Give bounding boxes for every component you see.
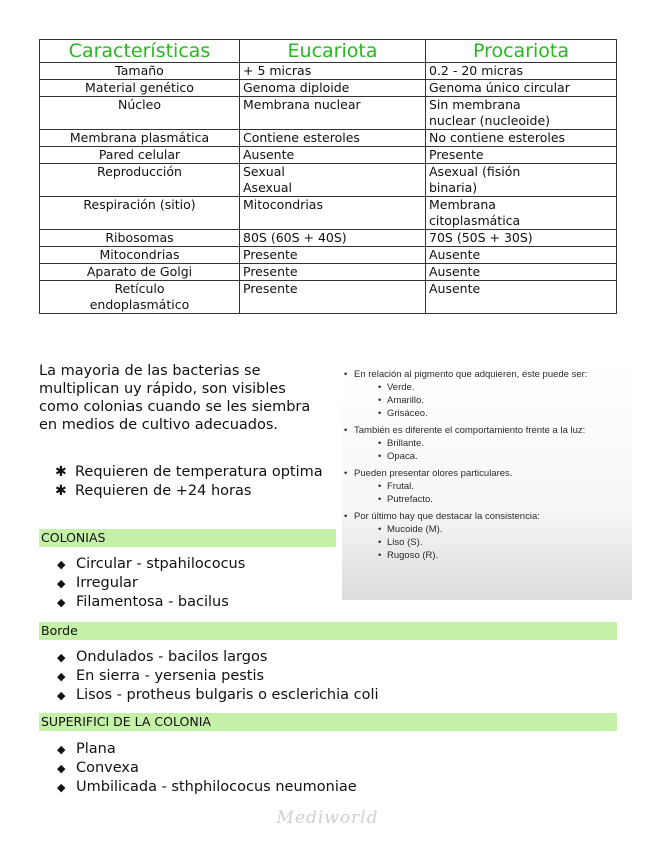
table-cell: Membrana nuclear: [240, 97, 426, 130]
bullet-dot-icon: •: [378, 408, 382, 419]
table-cell: Sin membrana nuclear (nucleoide): [426, 97, 617, 130]
table-row: [40, 63, 617, 80]
diamond-bullet-icon: ◆: [57, 781, 66, 794]
header-eucariota: Eucariota: [240, 40, 426, 63]
table-row: [40, 281, 617, 314]
watermark-signature: Mediworld: [276, 808, 379, 828]
table-row: [40, 147, 617, 164]
header-procariota: Procariota: [426, 40, 617, 63]
table-cell: Genoma diploide: [240, 80, 426, 97]
borde-list: [57, 648, 379, 705]
table-row: [40, 230, 617, 247]
section-heading-colonias: COLONIAS: [39, 529, 336, 547]
diamond-bullet-icon: ◆: [57, 670, 66, 683]
asterisk-bullet-icon: ✱: [55, 483, 67, 499]
table-cell: Mitocondrias: [40, 247, 240, 264]
slide-bullet-text: Por último hay que destacar la consistencia:: [354, 511, 540, 522]
table-cell: Ausente: [426, 264, 617, 281]
bullet-dot-icon: •: [344, 468, 348, 479]
table-cell: Respiración (sitio): [40, 197, 240, 230]
list-item: ◆ Lisos - protheus bulgaris o esclerichia coli: [57, 687, 379, 703]
list-item: ✱ Requieren de +24 horas: [55, 483, 252, 499]
bullet-dot-icon: •: [344, 369, 348, 380]
bullet-dot-icon: •: [378, 494, 382, 505]
slide-bullet-group: [342, 510, 632, 562]
table-cell: Tamaño: [40, 63, 240, 80]
table-cell: 0.2 - 20 micras: [426, 63, 617, 80]
table-cell: Ausente: [426, 281, 617, 314]
table-row: [40, 264, 617, 281]
slide-sub-item: • Verde.: [378, 382, 415, 393]
table-cell: Ausente: [240, 147, 426, 164]
slide-sub-item: • Liso (S).: [378, 537, 423, 548]
bullet-dot-icon: •: [378, 451, 382, 462]
slide-bullet-group: [342, 424, 632, 463]
table-cell: Material genético: [40, 80, 240, 97]
diamond-bullet-icon: ◆: [57, 651, 66, 664]
section-heading-borde: Borde: [39, 622, 617, 640]
bullet-dot-icon: •: [344, 511, 348, 522]
table-cell: Sexual Asexual: [240, 164, 426, 197]
table-row: [40, 130, 617, 147]
bullet-dot-icon: •: [378, 481, 382, 492]
embedded-slide-image: [342, 364, 632, 600]
table-cell: Contiene esteroles: [240, 130, 426, 147]
diamond-bullet-icon: ◆: [57, 558, 66, 571]
list-item: ◆ Circular - stpahilococus: [57, 556, 246, 572]
table-cell: 80S (60S + 40S): [240, 230, 426, 247]
table-cell: Pared celular: [40, 147, 240, 164]
slide-sub-item: • Mucoide (M).: [378, 524, 443, 535]
table-cell: Mitocondrias: [240, 197, 426, 230]
table-cell: + 5 micras: [240, 63, 426, 80]
diamond-bullet-icon: ◆: [57, 743, 66, 756]
table-cell: Reproducción: [40, 164, 240, 197]
list-item: ◆ En sierra - yersenia pestis: [57, 668, 265, 684]
requirements-list: [55, 463, 348, 501]
table-cell: Núcleo: [40, 97, 240, 130]
table-cell: Presente: [240, 281, 426, 314]
slide-sub-item: • Grisáceo.: [378, 408, 428, 419]
slide-bullet-text: En relación al pigmento que adquieren, éste puede ser:: [354, 369, 588, 380]
asterisk-bullet-icon: ✱: [55, 464, 67, 480]
table-row: [40, 80, 617, 97]
bullet-dot-icon: •: [378, 550, 382, 561]
table-cell: Ribosomas: [40, 230, 240, 247]
slide-bullet-group: [342, 467, 632, 506]
table-header-row: [40, 40, 617, 63]
list-item: ◆ Plana: [57, 741, 116, 757]
table-cell: 70S (50S + 30S): [426, 230, 617, 247]
slide-sub-item: • Putrefacto.: [378, 494, 433, 505]
diamond-bullet-icon: ◆: [57, 762, 66, 775]
slide-bullet-text: También es diferente el comportamiento frente a la luz:: [354, 425, 586, 436]
diamond-bullet-icon: ◆: [57, 577, 66, 590]
bullet-dot-icon: •: [378, 382, 382, 393]
slide-sub-item: • Rugoso (R).: [378, 550, 439, 561]
table-row: [40, 164, 617, 197]
table-row: [40, 197, 617, 230]
list-item: ✱ Requieren de temperatura optima: [55, 464, 323, 480]
list-item: ◆ Irregular: [57, 575, 138, 591]
table-cell: Membrana plasmática: [40, 130, 240, 147]
table-cell: Membrana citoplasmática: [426, 197, 617, 230]
table-cell: Aparato de Golgi: [40, 264, 240, 281]
slide-sub-item: • Frutal.: [378, 481, 414, 492]
bullet-dot-icon: •: [378, 524, 382, 535]
table-cell: Retículo endoplasmático: [40, 281, 240, 314]
colonias-list: [57, 555, 245, 612]
diamond-bullet-icon: ◆: [57, 689, 66, 702]
slide-bullet-text: Pueden presentar olores particulares.: [354, 468, 513, 479]
slide-sub-item: • Brillante.: [378, 438, 424, 449]
bullet-dot-icon: •: [378, 537, 382, 548]
list-item: ◆ Umbilicada - sthphilococus neumoniae: [57, 779, 357, 795]
table-cell: Presente: [240, 264, 426, 281]
slide-bullet-group: [342, 368, 632, 420]
table-cell: Genoma único circular: [426, 80, 617, 97]
list-item: ◆ Convexa: [57, 760, 139, 776]
slide-sub-item: • Amarillo.: [378, 395, 424, 406]
table-row: [40, 247, 617, 264]
bullet-dot-icon: •: [378, 438, 382, 449]
table-cell: Ausente: [426, 247, 617, 264]
intro-paragraph: La mayoria de las bacterias se multiplican uy rápido, son visibles como colonias cuando se les siembra en medios de cultivo adecuados.: [39, 363, 311, 433]
section-heading-superficie: SUPERIFICI DE LA COLONIA: [39, 713, 617, 731]
header-caracteristicas: Características: [40, 40, 240, 63]
table-cell: No contiene esteroles: [426, 130, 617, 147]
table-row: [40, 97, 617, 130]
comparison-table: [39, 39, 617, 314]
table-cell: Presente: [240, 247, 426, 264]
diamond-bullet-icon: ◆: [57, 596, 66, 609]
slide-sub-item: • Opaca.: [378, 451, 418, 462]
bullet-dot-icon: •: [378, 395, 382, 406]
list-item: ◆ Filamentosa - bacilus: [57, 594, 229, 610]
table-cell: Asexual (fisión binaria): [426, 164, 617, 197]
list-item: ◆ Ondulados - bacilos largos: [57, 649, 268, 665]
table-body: [40, 63, 617, 314]
table-cell: Presente: [426, 147, 617, 164]
bullet-dot-icon: •: [344, 425, 348, 436]
superficie-list: [57, 740, 357, 797]
